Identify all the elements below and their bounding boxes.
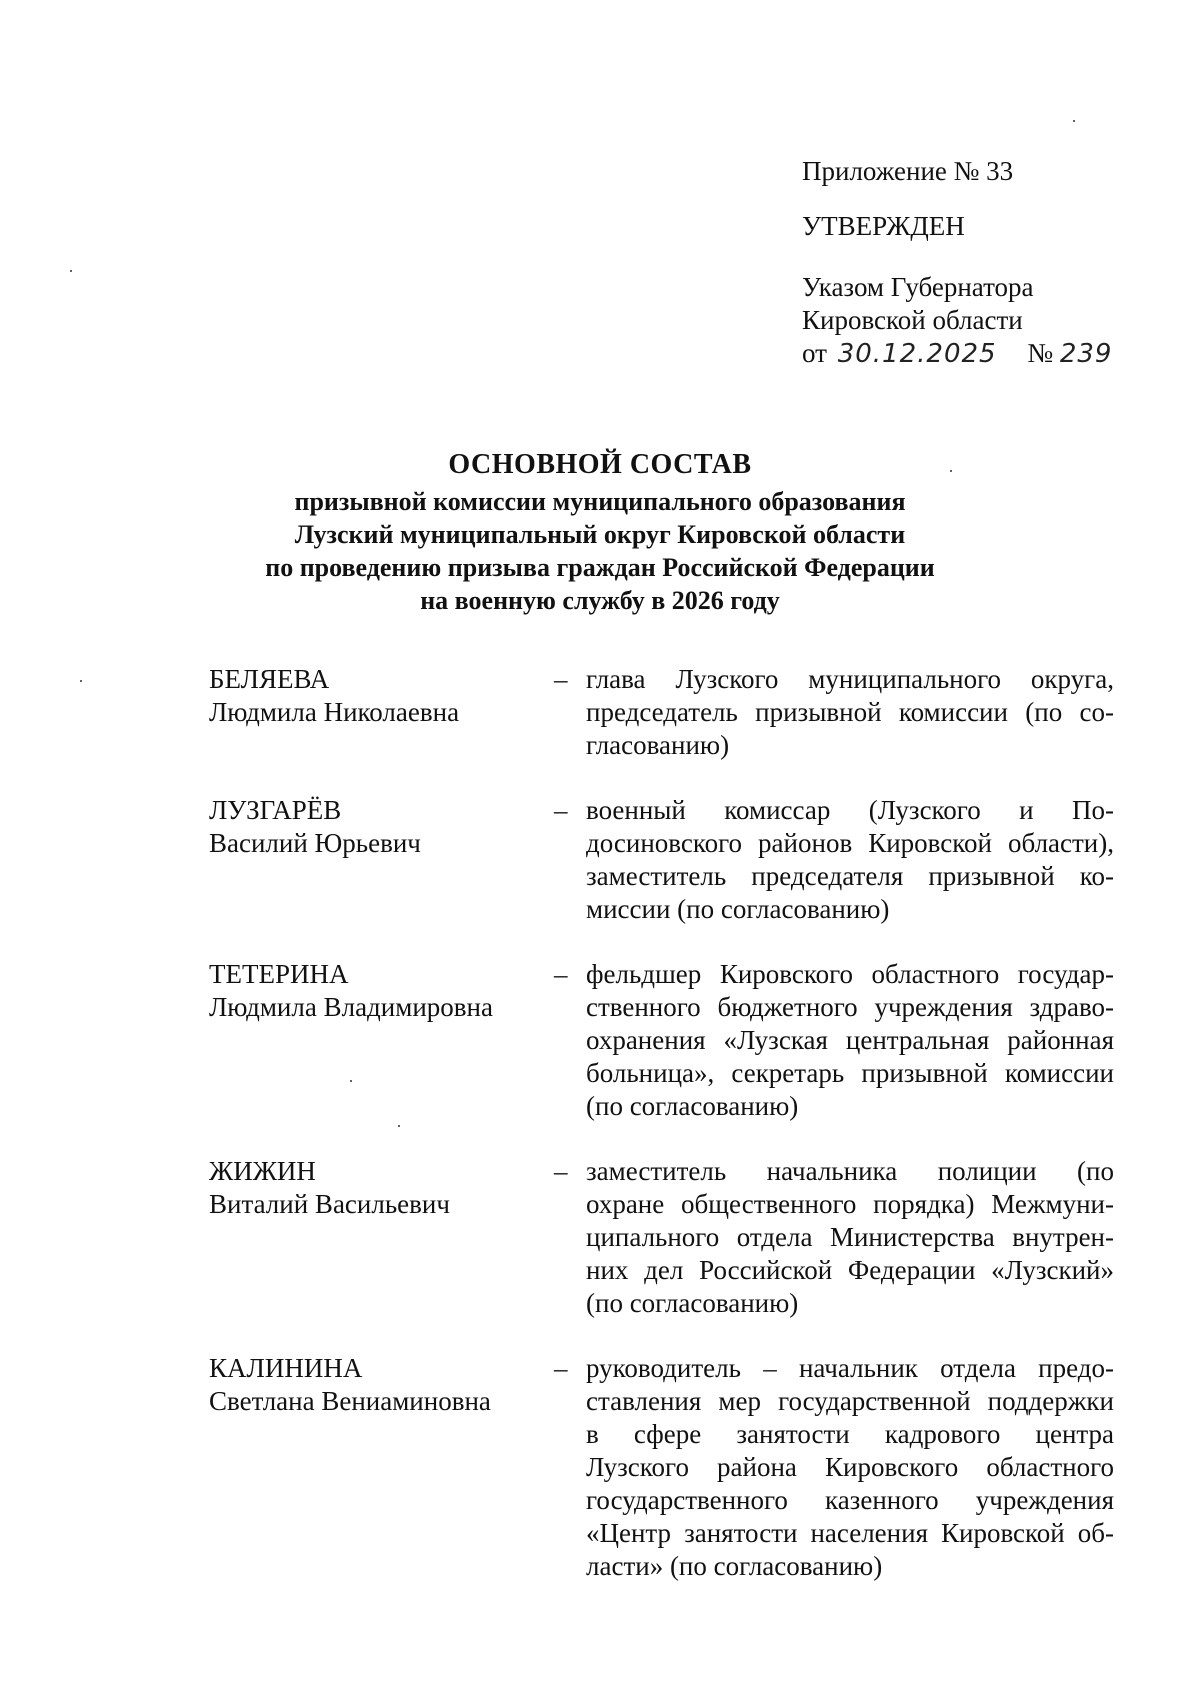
member-row: [209, 1155, 1119, 1320]
decree-date-line: [802, 337, 1112, 371]
member-given-names: Людмила Николаевна: [209, 697, 460, 727]
member-name: [209, 958, 554, 1123]
member-role-line: в сфере занятости кадрового центра: [586, 1419, 1114, 1449]
decree-line-1: Указом Губернатора: [802, 272, 1034, 302]
member-row: [209, 1352, 1119, 1583]
member-role-line: охране общественного порядка) Межмуни-: [586, 1189, 1114, 1219]
member-row: [209, 794, 1119, 926]
member-given-names: Василий Юрьевич: [209, 828, 421, 858]
scan-speck: [1073, 120, 1075, 122]
scan-speck: [350, 1080, 352, 1082]
scan-speck: [80, 680, 82, 682]
member-role: [586, 794, 1114, 926]
member-role-line: глава Лузского муниципального округа,: [586, 664, 1114, 694]
member-given-names: Виталий Васильевич: [209, 1189, 450, 1219]
member-role: [586, 1352, 1114, 1583]
member-role-line: заместитель председателя призывной ко-: [586, 861, 1114, 891]
scan-speck: [398, 1125, 400, 1127]
member-role-line: миссии (по согласованию): [586, 894, 890, 924]
title-line-2: Лузский муниципальный округ Кировской области: [294, 520, 906, 549]
member-role: [586, 663, 1114, 762]
scan-speck: [950, 470, 952, 472]
title-line-1: призывной комиссии муниципального образования: [294, 487, 906, 516]
approval-block: [802, 155, 1112, 371]
title-line-3: по проведению призыва граждан Российской Федерации: [265, 553, 935, 582]
decree-line-2: Кировской области: [802, 305, 1023, 335]
member-role-line: фельдшер Кировского областного государ-: [586, 959, 1114, 989]
member-role-line: (по согласованию): [586, 1091, 799, 1121]
members-list: [209, 663, 1119, 1583]
member-role: [586, 1155, 1114, 1320]
member-role-line: больница», секретарь призывной комиссии: [586, 1058, 1114, 1088]
member-role-line: охранения «Лузская центральная районная: [586, 1025, 1114, 1055]
title-line-4: на военную службу в 2026 году: [420, 586, 780, 615]
member-role-line: Лузского района Кировского областного: [586, 1452, 1114, 1482]
member-dash: –: [554, 664, 568, 694]
member-role: [586, 958, 1114, 1123]
handwritten-number: 239: [1059, 339, 1113, 369]
member-dash: –: [554, 1156, 568, 1186]
member-name: [209, 663, 554, 762]
member-role-line: ственного бюджетного учреждения здраво-: [586, 992, 1114, 1022]
member-role-line: «Центр занятости населения Кировской об-: [586, 1518, 1114, 1548]
member-row: [209, 958, 1119, 1123]
date-prefix: от: [802, 338, 827, 368]
member-role-line: руководитель – начальник отдела предо-: [586, 1353, 1114, 1383]
handwritten-date: 30.12.2025: [837, 339, 997, 369]
member-given-names: Светлана Вениаминовна: [209, 1386, 491, 1416]
member-role-line: военный комиссар (Лузского и По-: [586, 795, 1114, 825]
document-title: [100, 448, 1100, 617]
member-given-names: Людмила Владимировна: [209, 992, 493, 1022]
member-role-line: (по согласованию): [586, 1288, 799, 1318]
member-role-line: них дел Российской Федерации «Лузский»: [586, 1255, 1114, 1285]
member-surname: ЛУЗГАРЁВ: [209, 795, 342, 825]
appendix-number: Приложение № 33: [802, 156, 1014, 186]
member-role-line: ласти» (по согласованию): [586, 1551, 883, 1581]
approved-stamp-text: УТВЕРЖДЕН: [802, 211, 965, 241]
member-role-line: ципального отдела Министерства внутрен-: [586, 1222, 1114, 1252]
member-name: [209, 1352, 554, 1583]
member-name: [209, 1155, 554, 1320]
member-role-line: председатель призывной комиссии (по со-: [586, 697, 1114, 727]
member-role-line: заместитель начальника полиции (по: [586, 1156, 1114, 1186]
title-main: ОСНОВНОЙ СОСТАВ: [448, 449, 752, 480]
number-prefix: №: [1027, 338, 1054, 368]
member-surname: БЕЛЯЕВА: [209, 664, 330, 694]
member-dash: –: [554, 959, 568, 989]
member-surname: ТЕТЕРИНА: [209, 959, 349, 989]
member-row: [209, 663, 1119, 762]
member-role-line: государственного казенного учреждения: [586, 1485, 1114, 1515]
member-role-line: ставления мер государственной поддержки: [586, 1386, 1114, 1416]
member-dash: –: [554, 795, 568, 825]
scan-speck: [70, 270, 72, 272]
member-surname: ЖИЖИН: [209, 1156, 316, 1186]
member-role-line: гласованию): [586, 730, 730, 760]
member-surname: КАЛИНИНА: [209, 1353, 363, 1383]
member-role-line: досиновского районов Кировской области),: [586, 828, 1114, 858]
member-name: [209, 794, 554, 926]
member-dash: –: [554, 1353, 568, 1383]
